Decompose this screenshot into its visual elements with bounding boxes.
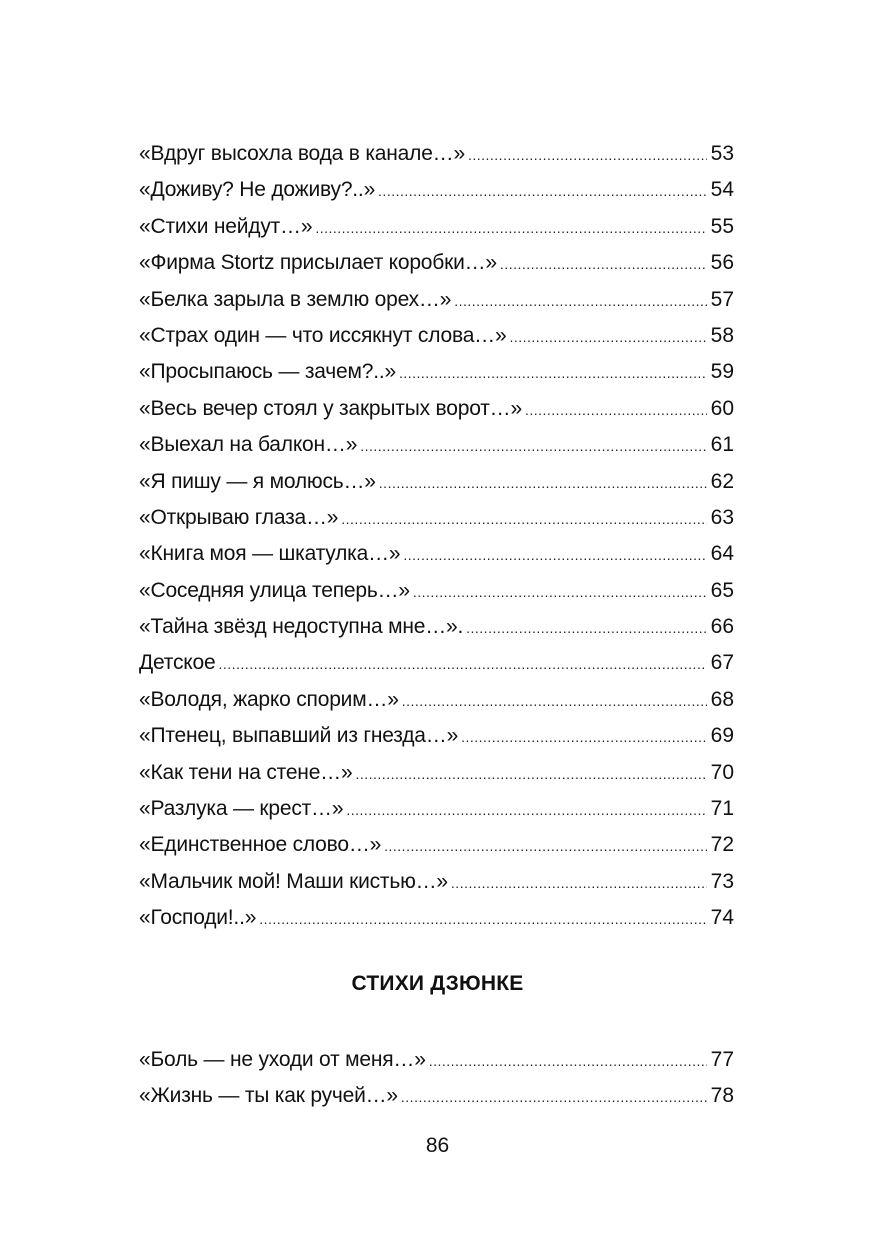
dot-leader — [384, 828, 707, 864]
dot-leader — [378, 173, 707, 209]
toc-entry-page: 53 — [710, 142, 734, 165]
toc-entry[interactable] — [139, 427, 734, 463]
toc-entry-page: 58 — [710, 323, 734, 347]
toc-entry-page: 66 — [710, 615, 734, 639]
toc-entry-title: «Боль — не уходи от меня…» — [139, 1048, 426, 1071]
dot-leader — [429, 1043, 707, 1079]
toc-entry-page: 65 — [710, 578, 734, 602]
dot-leader — [402, 683, 707, 719]
toc-entry[interactable] — [139, 500, 734, 536]
toc-entry[interactable] — [139, 609, 734, 645]
dot-leader — [525, 392, 707, 428]
section-heading: СТИХИ ДЗЮНКЕ — [351, 972, 524, 995]
toc-list-junke — [139, 1042, 734, 1115]
toc-entry-page: 57 — [710, 287, 734, 311]
toc-entry-title: «Весь вечер стоял у закрытых ворот…» — [139, 396, 522, 420]
toc-entry[interactable] — [139, 245, 734, 281]
dot-leader — [399, 355, 707, 391]
toc-entry[interactable] — [139, 391, 734, 427]
toc-entry-title: «Как тени на стене…» — [139, 760, 353, 784]
toc-entry[interactable] — [139, 718, 734, 754]
dot-leader — [451, 865, 707, 901]
toc-entry[interactable] — [139, 209, 734, 245]
dot-leader — [461, 719, 707, 755]
toc-entry-title: «Вдруг высохла вода в канале…» — [139, 142, 465, 165]
toc-entry-page: 69 — [710, 724, 734, 748]
toc-entry[interactable] — [139, 827, 734, 863]
dot-leader — [341, 501, 706, 537]
toc-entry-page: 73 — [710, 869, 734, 893]
toc-entry-title: «Я пишу — я молюсь…» — [139, 469, 376, 493]
toc-entry-title: «Единственное слово…» — [139, 833, 382, 857]
toc-entry[interactable] — [139, 900, 734, 936]
toc-entry-page: 54 — [710, 178, 734, 202]
toc-entry-page: 55 — [710, 214, 734, 238]
toc-entry-page: 72 — [710, 833, 734, 857]
dot-leader — [218, 646, 706, 682]
dot-leader — [355, 756, 706, 792]
dot-leader — [315, 210, 706, 246]
toc-entry-title: «Открываю глаза…» — [139, 505, 339, 529]
toc-entry-title: «Просыпаюсь — зачем?..» — [139, 360, 396, 384]
toc-entry-title: «Доживу? Не доживу?..» — [139, 178, 376, 202]
dot-leader — [259, 901, 706, 937]
dot-leader — [413, 574, 707, 610]
toc-entry[interactable] — [139, 464, 734, 500]
page-number: 86 — [425, 1134, 450, 1157]
toc-entry-page: 74 — [710, 906, 734, 930]
toc-entry-title: «Разлука — крест…» — [139, 797, 344, 821]
toc-entry-page: 67 — [710, 651, 734, 675]
toc-entry[interactable] — [139, 791, 734, 827]
toc-entry-page: 62 — [710, 469, 734, 493]
toc-entry[interactable] — [139, 645, 734, 681]
toc-entry-title: «Соседняя улица теперь…» — [139, 578, 410, 602]
toc-entry-title: «Белка зарыла в землю орех…» — [139, 287, 452, 311]
toc-entry-page: 77 — [710, 1048, 734, 1071]
dot-leader — [466, 610, 707, 646]
toc-entry-title: «Жизнь — ты как ручей…» — [139, 1084, 398, 1108]
toc-entry-title: «Стихи нейдут…» — [139, 214, 313, 238]
toc-entry[interactable] — [139, 318, 734, 354]
toc-entry-title: «Господи!..» — [139, 906, 257, 930]
toc-entry-page: 64 — [710, 542, 734, 566]
toc-entry[interactable] — [139, 755, 734, 791]
toc-entry-page: 56 — [710, 251, 734, 275]
toc-entry-page: 71 — [710, 797, 734, 821]
toc-entry-title: «Птенец, выпавший из гнезда…» — [139, 724, 459, 748]
toc-entry-title: «Мальчик мой! Маши кистью…» — [139, 869, 448, 893]
toc-entry[interactable] — [139, 136, 734, 172]
toc-entry-title: «Книга моя — шкатулка…» — [139, 542, 401, 566]
dot-leader — [454, 283, 706, 319]
toc-entry[interactable] — [139, 354, 734, 390]
toc-entry-page: 63 — [710, 505, 734, 529]
toc-entry-page: 60 — [710, 396, 734, 420]
dot-leader — [346, 792, 706, 828]
toc-entry[interactable] — [139, 573, 734, 609]
dot-leader — [401, 1079, 707, 1115]
toc-entry-page: 68 — [710, 687, 734, 711]
toc-entry-page: 61 — [710, 433, 734, 457]
toc-entry-title: «Володя, жарко спорим…» — [139, 687, 399, 711]
toc-list-main — [139, 136, 734, 937]
dot-leader — [500, 246, 707, 282]
dot-leader — [468, 137, 707, 173]
toc-entry-title: «Выехал на балкон…» — [139, 433, 358, 457]
toc-entry[interactable] — [139, 682, 734, 718]
toc-entry[interactable] — [139, 1042, 734, 1078]
toc-entry[interactable] — [139, 1078, 734, 1114]
toc-entry-page: 70 — [710, 760, 734, 784]
toc-entry[interactable] — [139, 864, 734, 900]
toc-entry[interactable] — [139, 536, 734, 572]
toc-entry-title: «Тайна звёзд недоступна мне…». — [139, 615, 464, 639]
dot-leader — [379, 465, 707, 501]
toc-entry[interactable] — [139, 282, 734, 318]
toc-entry-page: 59 — [710, 360, 734, 384]
dot-leader — [509, 319, 706, 355]
dot-leader — [360, 428, 706, 464]
toc-entry[interactable] — [139, 172, 734, 208]
dot-leader — [403, 537, 706, 573]
toc-entry-page: 78 — [710, 1084, 734, 1108]
toc-entry-title: Детское — [139, 651, 216, 675]
toc-entry-title: «Страх один — что иссякнут слова…» — [139, 323, 507, 347]
toc-entry-title: «Фирма Stortz присылает коробки…» — [139, 251, 497, 275]
